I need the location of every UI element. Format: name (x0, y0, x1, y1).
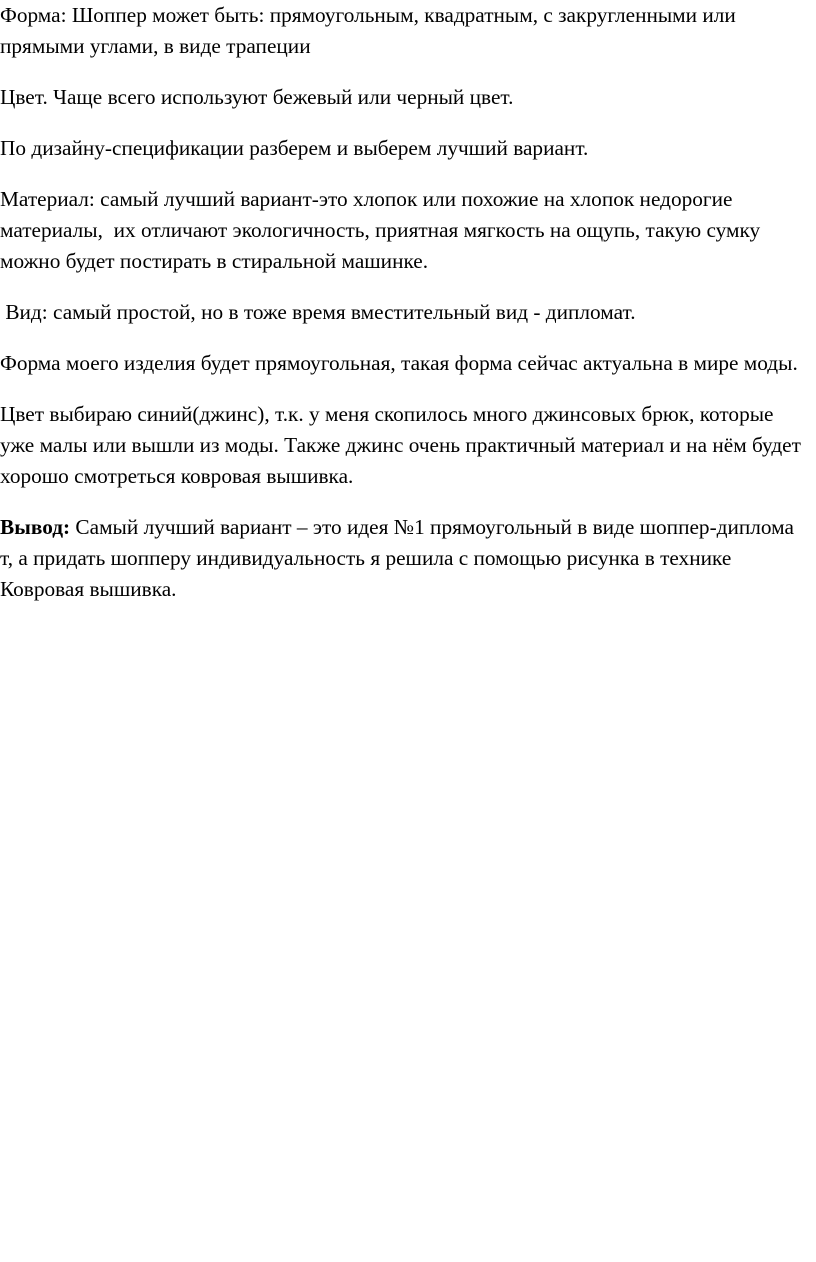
paragraph-shape-options: Форма: Шоппер может быть: прямоугольным, квадратным, с закругленными или прямыми углами, в виде трапеции (0, 3, 742, 58)
paragraph-material: Материал: самый лучший вариант-это хлопок или похожие на хлопок недорогие материалы, их отличают экологичность, приятная мягкость на ощупь, такую сумку можно будет постирать в стиральной машинке. (0, 187, 766, 273)
paragraph-color-choice: Цвет выбираю синий(джинс), т.к. у меня скопилось много джинсовых брюк, которые уже малы или вышли из моды. Также джинс очень практичный материал и на нём будет хорошо смотреться ковровая вышивка. (0, 402, 807, 488)
paragraph-design-spec: По дизайну-спецификации разберем и выберем лучший вариант. (0, 136, 589, 160)
conclusion-text: Самый лучший вариант – это идея №1 прямоугольный в виде шоппер-диплома​т, а придать шопперу индивидуальность я решила с помощью рисунка в технике Ковровая вышивка. (0, 515, 794, 601)
paragraph-conclusion (0, 512, 806, 605)
paragraph-color-common: Цвет. Чаще всего используют бежевый или черный цвет. (0, 85, 514, 109)
paragraph-type: Вид: самый простой, но в тоже время вместительный вид - дипломат. (0, 300, 636, 324)
conclusion-label: Вывод: (0, 515, 71, 539)
paragraph-shape-choice: Форма моего изделия будет прямоугольная, такая форма сейчас актуальна в мире моды. (0, 351, 798, 375)
